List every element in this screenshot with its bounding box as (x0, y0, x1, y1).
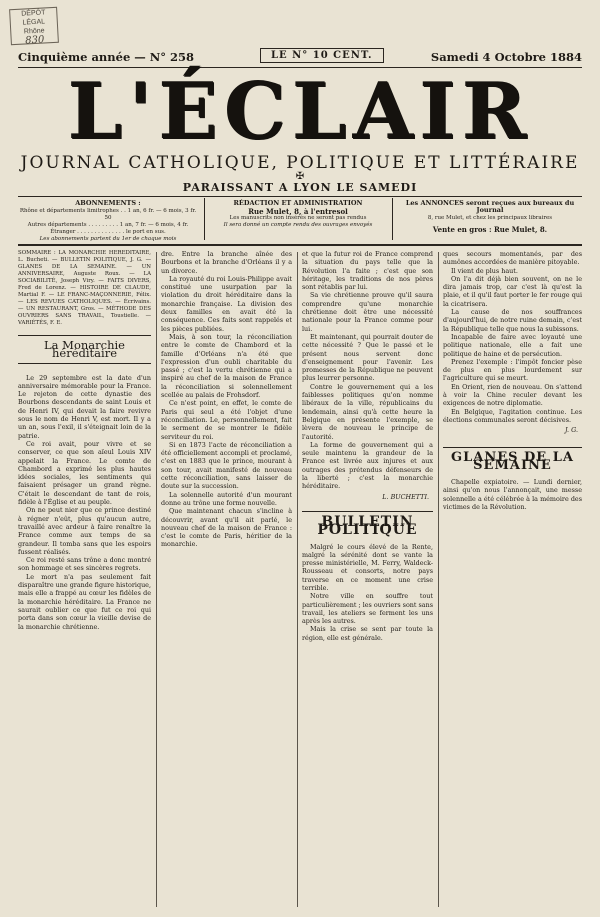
info-divider (204, 198, 205, 240)
info-top-rule (18, 196, 582, 197)
editorial-address: Rue Mulet, 8, à l'entresol (248, 207, 348, 216)
article-paragraph: Sa vie chrétienne prouve qu'il saura comprendre qu'une monarchie chrétienne doit être une nécessité nationale pour la France comme pour lui. (302, 291, 433, 333)
article-paragraph: Le mort n'a pas seulement fait disparaître une grande figure historique, mais elle a frappé au cœur les fidèles de la monarchie héréditaire. La France ne saurait oublier ce que fut ce roi qui porta dans son cœur la vieille devise de la monarchie chrétienne. (18, 572, 151, 631)
cross-ornament: ✠ (295, 171, 305, 182)
article-paragraph: Ce roi resté sans trône a donc montré son hommage et ses sincères regrets. (18, 556, 151, 573)
article-paragraph: Et maintenant, qui pourrait douter de cette nécessité ? Que le passé et le présent nous servent donc d'enseignement pour l'avenir. Les promesses de la République ne peuvent plus leurrer personne. (302, 332, 433, 383)
subscriptions-block (18, 200, 198, 243)
bulletin-paragraph: La cause de nos souffrances d'aujourd'hui, de notre ruine demain, c'est la République telle que nous la subissons. (443, 308, 582, 333)
bulletin-paragraph: Il vient de plus haut. (451, 266, 518, 275)
stamp-line2: Rhône (23, 27, 45, 36)
bulletin-paragraph: En Belgique, l'agitation continue. Les élections communales seront décisives. (443, 407, 582, 424)
article-paragraph: et que la futur roi de France comprend la situation du pays telle que la Révolution l'a faite ; c'est que son héritage, les traditions de nos pères sont rétablis par lui. (302, 250, 433, 292)
article-paragraph: Contre le gouvernement qui a les faiblesses politiques qu'on nomme libéraux de la ville, républicains du lendemain, ainsi qu'à cette heure la Belgique en présente l'exemple, se lèvera de nouveau le principe de l'autorité. (302, 382, 433, 441)
column-rule (156, 252, 157, 907)
column-4 (443, 250, 582, 910)
glanes-paragraph: Chapelle expiatoire. — Lundi dernier, ainsi qu'on nous l'annonçait, une messe solennelle a été célébrée à la mémoire des victimes de la Révolution. (443, 478, 582, 512)
article-paragraph: La solennelle autorité d'un mourant donne au trône une forme nouvelle. (161, 490, 292, 507)
summary: SOMMAIRE : LA MONARCHIE HÉRÉDITAIRE, L. Bucheti. — BULLETIN POLITIQUE, J. G. — GLANES DE LA SEMAINE. — UN ANNIVERSAIRE, Auguste Roux. — LA SOCIABILITÉ, Joseph Viry. — FAITS DIVERS, Fred de Lorenz. — HISTOIRE DE CLAUDE, Martial F. — LE FRANC-MAÇONNERIE, Félix. — LES REVUES CATHOLIQUES. — Écrivains. — UN RESTAURANT, Gros. — MÉTHODE DES OUVRIERS SANS TRAVAIL, Toustielle. — VARIÉTÉS, F. E. (18, 250, 151, 326)
info-bar (18, 198, 582, 244)
column-rule (438, 252, 439, 907)
subscription-row: Rhône et départements limitrophes . . 1 an, 6 fr. — 6 mois, 3 fr. 50 (19, 208, 197, 221)
bulletin-paragraph: ques secours momentanés, par des aumônes accordées de manière pitoyable. (443, 250, 582, 267)
issue-price: LE N° 10 CENT. (260, 48, 384, 63)
column-rule (297, 252, 298, 907)
editorial-heading: RÉDACTION ET ADMINISTRATION (233, 199, 363, 207)
advertising-heading: Les ANNONCES seront reçues aux bureaux du Journal (405, 199, 575, 214)
wholesale-note: Vente en gros : Rue Mulet, 8. (432, 225, 548, 234)
advertising-block (398, 200, 582, 233)
info-bottom-rule (18, 244, 582, 246)
article-signature: L. BUCHETTI. (382, 492, 429, 501)
article-paragraph: Mais, à son tour, la réconciliation entre le comte de Chambord et la famille d'Orléans n'a été que l'expression d'un oubli charitable du passé ; c'est la vertu chrétienne qui a inspiré au chef de la maison de France la réconciliation si solennellement scellée au palais de Frohsdorf. (161, 332, 292, 400)
subscription-note: Les abonnements partent du 1er de chaque mois (39, 236, 177, 242)
info-divider (392, 198, 393, 240)
issue-date: Samedi 4 Octobre 1884 (430, 50, 582, 64)
newspaper-title: L'ÉCLAIR (67, 66, 533, 157)
newspaper-tagline: PARAISSANT A LYON LE SAMEDI (182, 181, 418, 194)
editorial-block (210, 200, 386, 229)
advertising-sub: 8, rue Mulet, et chez les principaux libraires (427, 215, 553, 221)
column-3 (302, 250, 433, 910)
article-paragraph: Ce roi avait, pour vivre et se conserver, ce que son aïeul Louis XIV appelait la France. Le comte de Chambord a exprimé les plus hautes idées sociales, les sentiments qui faisaient présager un grand règne. C'était le descendant de tant de rois, fidèle à l'Église et au peuple. (18, 439, 151, 507)
stamp-handwriting: 830 (24, 34, 45, 47)
article-paragraph: La forme de gouvernement qui a seule maintenu la grandeur de la France est livrée aux injures et aux outrages des prétendus défenseurs de la liberté ; c'est la monarchie héréditaire. (302, 440, 433, 491)
column-2 (161, 250, 292, 910)
article-paragraph: Ce n'est point, en effet, le comte de Paris qui seul a été l'objet d'une réconciliation. Le, personnellement, fait le serment de se montrer le fidèle serviteur du roi. (161, 399, 292, 441)
bulletin-paragraph: En Orient, rien de nouveau. On s'attend à voir la Chine reculer devant les exigences de notre diplomatie. (443, 382, 582, 408)
issue-number: Cinquième année — N° 258 (18, 50, 195, 64)
glanes-heading: GLANES DE LA SEMAINE (443, 447, 582, 471)
newspaper-subtitle: JOURNAL CATHOLIQUE, POLITIQUE ET LITTÉRAIRE (20, 153, 580, 173)
bulletin-paragraph: Prenez l'exemple : l'impôt foncier pèse de plus en plus lourdement sur l'agriculture qui se meurt. (443, 357, 582, 383)
legal-deposit-stamp (9, 7, 59, 45)
bulletin-paragraph: Malgré le cours élevé de la Rente, malgré la sérénité dont se vante la presse ministérielle, M. Ferry, Waldeck-Rousseau et consorts, notre pays traverse en ce moment une crise terrible. (302, 542, 433, 592)
article-paragraph: Le 29 septembre est la date d'un anniversaire mémorable pour la France. Le rejeton de cette dynastie des Bourbons descendants de saint Louis et de Henri IV, qui devait la faire revivre sous le nom de Henri V, est mort. Il y a un an, sous l'exil, il s'éteignait loin de la patrie. (18, 373, 151, 440)
subscription-row: Autres départements . . . . . . . . . 1 an, 7 fr. — 6 mois, 4 fr. (27, 222, 189, 228)
editorial-note: Les manuscrits non insérés ne seront pas rendus (229, 215, 367, 221)
editorial-note: Il sera donné un compte rendu des ouvrages envoyés (223, 222, 373, 228)
column-1 (18, 250, 151, 910)
subscriptions-heading: ABONNEMENTS : (75, 199, 141, 207)
article-paragraph: Si en 1873 l'acte de réconciliation a été officiellement accompli et proclamé, c'est en 1883 que le prince, mourant à son tour, avait manifesté de nouveau cette réconciliation, sans laisser de doute sur la succession. (161, 440, 292, 491)
article-paragraph: dre. Entre la branche aînée des Bourbons et la branche d'Orléans il y a un divorce. (161, 250, 292, 275)
issue-bar (18, 46, 582, 68)
article-paragraph: La royauté du roi Louis-Philippe avait constitué une usurpation par la violation du droit héréditaire dans la monarchie française. La division des deux familles en avait été la conséquence. Ces faits sont rappelés et les pièces publiées. (161, 274, 292, 333)
bulletin-paragraph: On l'a dit déjà bien souvent, on ne le dira jamais trop, car c'est là qu'est la plaie, et il qu'il faut porter le fer rouge qui la cicatrisera. (443, 274, 582, 308)
bulletin-paragraph: Mais la crise se sent par toute la région, elle est générale. (302, 625, 433, 642)
article-paragraph: Que maintenant chacun s'incline à découvrir, avant qu'il ait parlé, le nouveau chef de la maison de France : c'est le comte de Paris, héritier de la monarchie. (161, 507, 292, 549)
subscription-row: Étranger . . . . . . . . . . . . . . le port en sus. (50, 229, 166, 235)
bulletin-paragraph: Incapable de faire avec loyauté une politique nationale, elle a fait une politique de haine et de persécution. (443, 332, 582, 358)
bulletin-heading: BULLETIN POLITIQUE (302, 511, 433, 535)
bulletin-signature: J. G. (564, 426, 578, 435)
article-paragraph: On ne peut nier que ce prince destiné à régner n'eût, plus qu'aucun autre, travaillé avec ardeur à faire renaître la France comme aux temps de sa grandeur. Il tomba sans que les espoirs fussent réalisés. (18, 506, 151, 556)
article-heading: La Monarchie héréditaire (18, 335, 151, 364)
stamp-line1: DÉPÔT LÉGAL (21, 9, 46, 27)
bulletin-paragraph: Notre ville en souffre tout particulièrement ; les ouvriers sont sans travail, les ateliers se ferment les uns après les autres. (302, 592, 433, 626)
